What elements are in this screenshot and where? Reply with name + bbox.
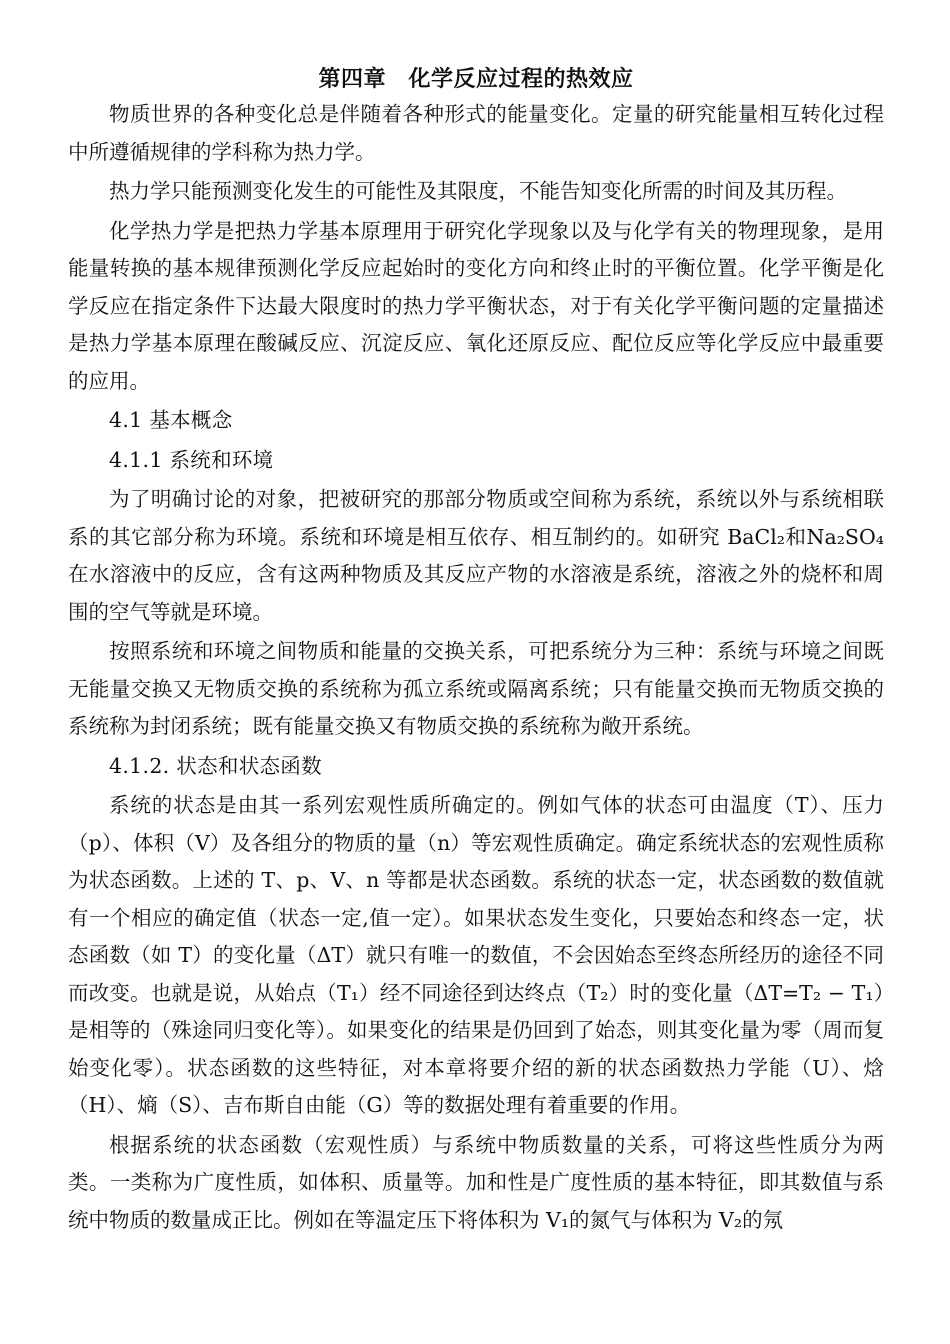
section-heading-4-1-2: 4.1.2. 状态和状态函数 bbox=[109, 753, 322, 778]
section-heading-4-1: 4.1 基本概念 bbox=[109, 408, 233, 432]
state-function-paragraph: 系统的状态是由其一系列宏观性质所确定的。例如气体的状态可由温度（T）、压力（p）、体积（V）及各组分的物质的量（n）等宏观性质确定。确定系统状态的宏观性质称为状态函数。上述的 T、p、V、n 等都是状态函数。系统的状态一定，状态函数的数值就有一个相应的确定值（状态一定,值一定）。如果状态发生变化，只要始态和终态一定，状态函数（如 T）的变化量（ΔT）就只有唯一的数值，不会因始态至终态所经历的途径不同而改变。也就是说，从始点（T₁）经不同途径到达终点（T₂）时的变化量（ΔT=T₂ − T₁）是相等的（殊途同归变化等）。如果变化的结果是仍回到了始态，则其变化量为零（周而复始变化零）。状态函数的这些特征，对本章将要介绍的新的状态函数热力学能（U）、焓（H）、熵（S）、吉布斯自由能（G）等的数据处理有着重要的作用。 bbox=[68, 793, 884, 1117]
chemical-thermodynamics-paragraph: 化学热力学是把热力学基本原理用于研究化学现象以及与化学有关的物理现象，是用能量转换的基本规律预测化学反应起始时的变化方向和终止时的平衡位置。化学平衡是化学反应在指定条件下达最大限度时的热力学平衡状态，对于有关化学平衡问题的定量描述是热力学基本原理在酸碱反应、沉淀反应、氧化还原反应、配位反应等化学反应中最重要的应用。 bbox=[68, 218, 884, 393]
system-environment-paragraph: 为了明确讨论的对象，把被研究的那部分物质或空间称为系统，系统以外与系统相联系的其它部分称为环境。系统和环境是相互依存、相互制约的。如研究 BaCl₂和Na₂SO₄在水溶液中的反应，含有这两种物质及其反应产物的水溶液是系统，溶液之外的烧杯和周围的空气等就是环境。 bbox=[68, 487, 884, 624]
section-heading-4-1-1: 4.1.1 系统和环境 bbox=[109, 447, 274, 472]
intro-paragraph: 物质世界的各种变化总是伴随着各种形式的能量变化。定量的研究能量相互转化过程中所遵循规律的学科称为热力学。 bbox=[68, 102, 884, 164]
thermodynamics-scope-paragraph: 热力学只能预测变化发生的可能性及其限度，不能告知变化所需的时间及其历程。 bbox=[109, 179, 847, 203]
extensive-property-paragraph: 根据系统的状态函数（宏观性质）与系统中物质数量的关系，可将这些性质分为两类。一类称为广度性质，如体积、质量等。加和性是广度性质的基本特征，即其数值与系统中物质的数量成正比。例如在等温定压下将体积为 V₁的氮气与体积为 V₂的氖 bbox=[68, 1132, 884, 1232]
system-types-paragraph: 按照系统和环境之间物质和能量的交换关系，可把系统分为三种：系统与环境之间既无能量交换又无物质交换的系统称为孤立系统或隔离系统；只有能量交换而无物质交换的系统称为封闭系统；既有能量交换又有物质交换的系统称为敞开系统。 bbox=[68, 639, 884, 738]
chapter-title: 第四章 化学反应过程的热效应 bbox=[318, 67, 634, 92]
document-page bbox=[68, 64, 884, 1239]
